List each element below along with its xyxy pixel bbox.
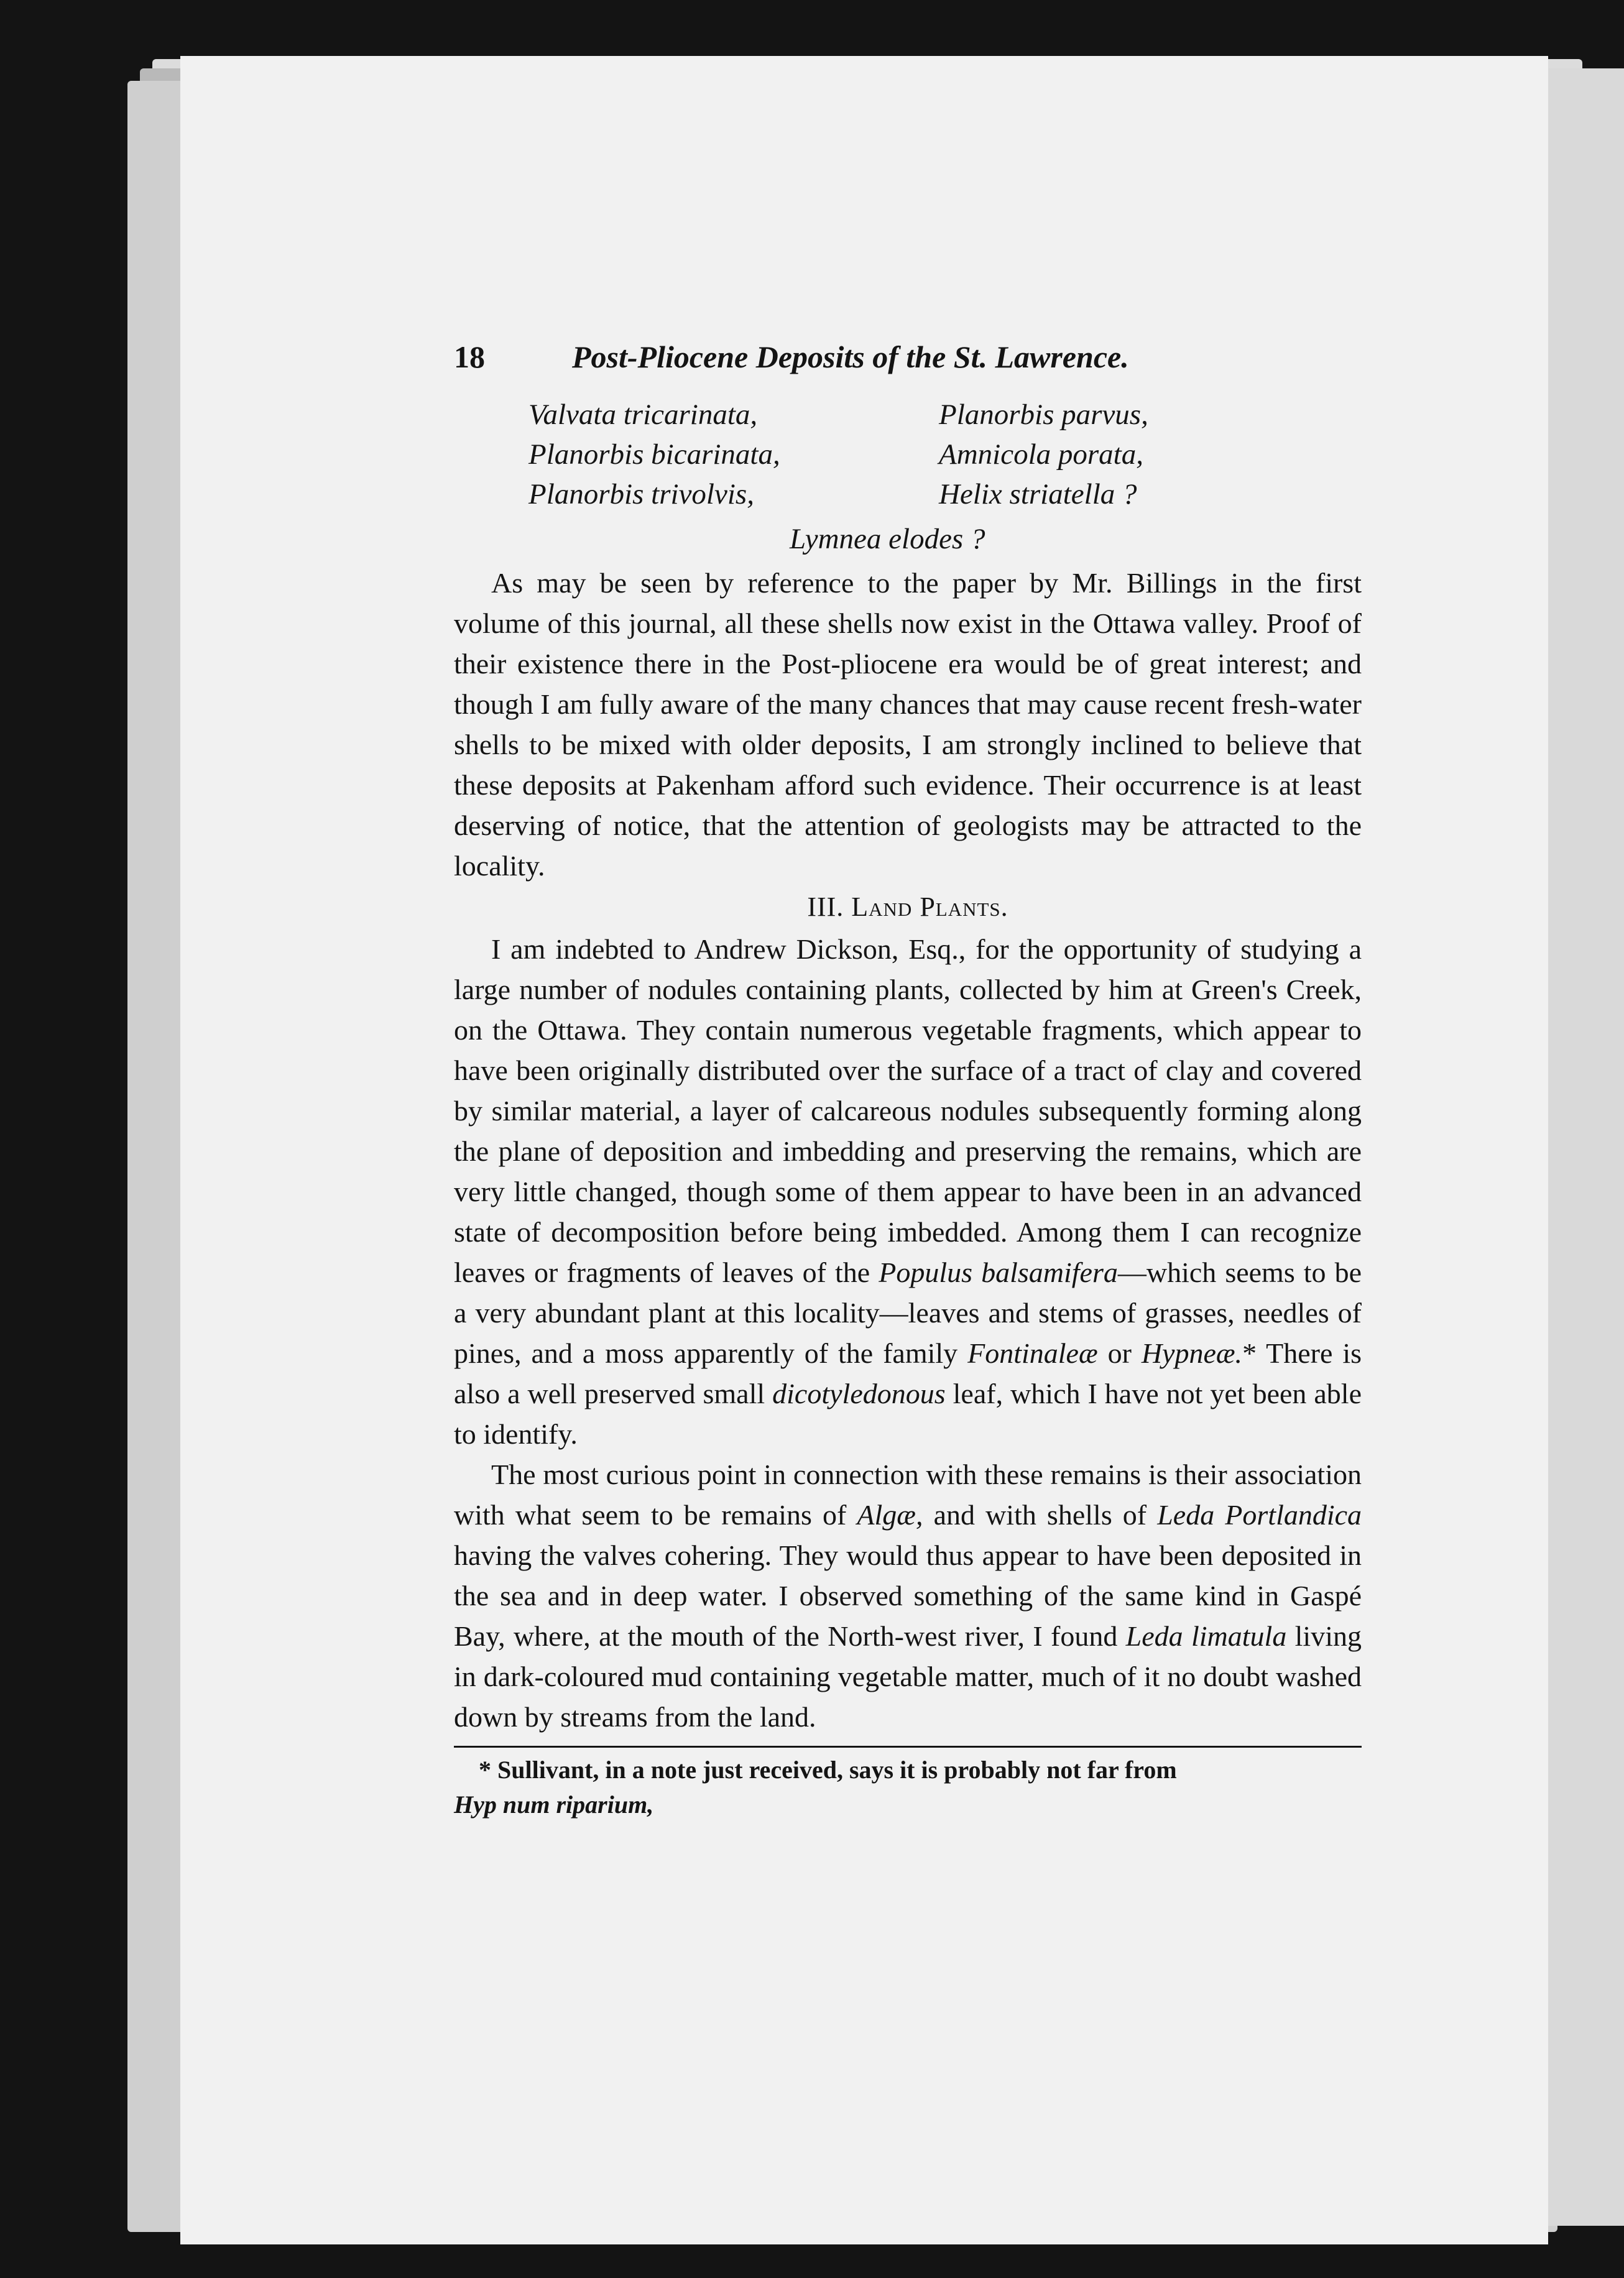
text-run: having the valves cohering. They would thus appear to have been deposited in the sea and in deep water. I observed something of the same kind in Gaspé Bay, where, at the mouth of the North-west river, I found	[454, 1539, 1362, 1652]
species-list	[454, 395, 1362, 563]
footnote-rule	[454, 1746, 1362, 1748]
paragraph-land-plants	[454, 929, 1362, 1454]
italic-run: Populus balsamifera	[879, 1257, 1118, 1288]
species-item: Planorbis bicarinata,	[528, 438, 780, 471]
running-title: Post-Pliocene Deposits of the St. Lawrence.	[572, 339, 1129, 374]
italic-run: dicotyledonous	[772, 1378, 946, 1409]
section-title: Land Plants.	[851, 892, 1008, 922]
text-run: The most curious point in connection with these remains is their association with what seem to be remains of	[454, 1459, 1362, 1531]
text-run: or	[1107, 1337, 1132, 1369]
species-item: Planorbis parvus,	[939, 399, 1148, 431]
text-run: living in dark-coloured mud containing vegetable matter, much of it no doubt washed down by streams from the land.	[454, 1620, 1362, 1733]
footnote	[454, 1753, 1362, 1822]
text-run: I am indebted to Andrew Dickson, Esq., for the opportunity of studying a large number of nodules containing plants, collected by him at Green's Creek, on the Ottawa. They contain numerous vegetable fragments, which appear to have been originally distributed over the surface of a tract of clay and covered by similar material, a layer of calcareous nodules subsequently forming along the plane of deposition and imbedding and preserving the remains, which are very little changed, though some of them appear to have been in an advanced state of decomposition before being imbedded. Among them I can recognize leaves or fragments of leaves of the	[454, 933, 1362, 1288]
italic-run: Leda limatula	[1125, 1620, 1287, 1652]
italic-run: Fontinaleæ	[967, 1337, 1098, 1369]
footnote-italic: Hyp num riparium,	[454, 1791, 654, 1819]
text-run: leaf, which I have not yet been able to identify.	[454, 1378, 1362, 1450]
italic-run: Hypneæ.	[1141, 1337, 1243, 1369]
paragraph-algae	[454, 1454, 1362, 1737]
italic-run: Leda Portlandica	[1157, 1499, 1362, 1531]
species-item: Helix striatella ?	[939, 478, 1137, 510]
species-item: Valvata tricarinata,	[528, 399, 758, 431]
text-run: —which seems to be a very abundant plant at this locality—leaves and stems of grasses, needles of pines, and a moss apparently of the family	[454, 1257, 1362, 1369]
section-numeral: III.	[807, 892, 844, 922]
species-column-right	[939, 395, 1148, 514]
page-number: 18	[454, 339, 485, 374]
section-heading	[454, 891, 1362, 923]
italic-run: Algæ,	[857, 1499, 923, 1531]
species-item-centered: Lymnea elodes ?	[790, 523, 985, 555]
species-item: Planorbis trivolvis,	[528, 478, 754, 510]
text-run: and with shells of	[933, 1499, 1147, 1531]
species-item: Amnicola porata,	[939, 438, 1143, 471]
paragraph-shells: As may be seen by reference to the paper by Mr. Billings in the first volume of this journal, all these shells now exist in the Ottawa valley. Proof of their existence there in the Post-pliocene era would be of great interest; and though I am fully aware of the many chances that may cause recent fresh-water shells to be mixed with older deposits, I am strongly inclined to believe that these deposits at Pakenham afford such evidence. Their occurrence is at least deserving of notice, that the attention of geologists may be attracted to the locality.	[454, 567, 1362, 882]
text-run: * There is also a well preserved small	[454, 1337, 1362, 1409]
footnote-text: * Sullivant, in a note just received, says it is probably not far from	[479, 1756, 1177, 1784]
page-content	[454, 339, 1362, 1822]
page-header	[454, 339, 1362, 395]
facing-page-edge	[1548, 68, 1624, 2226]
species-column-left	[528, 395, 780, 514]
